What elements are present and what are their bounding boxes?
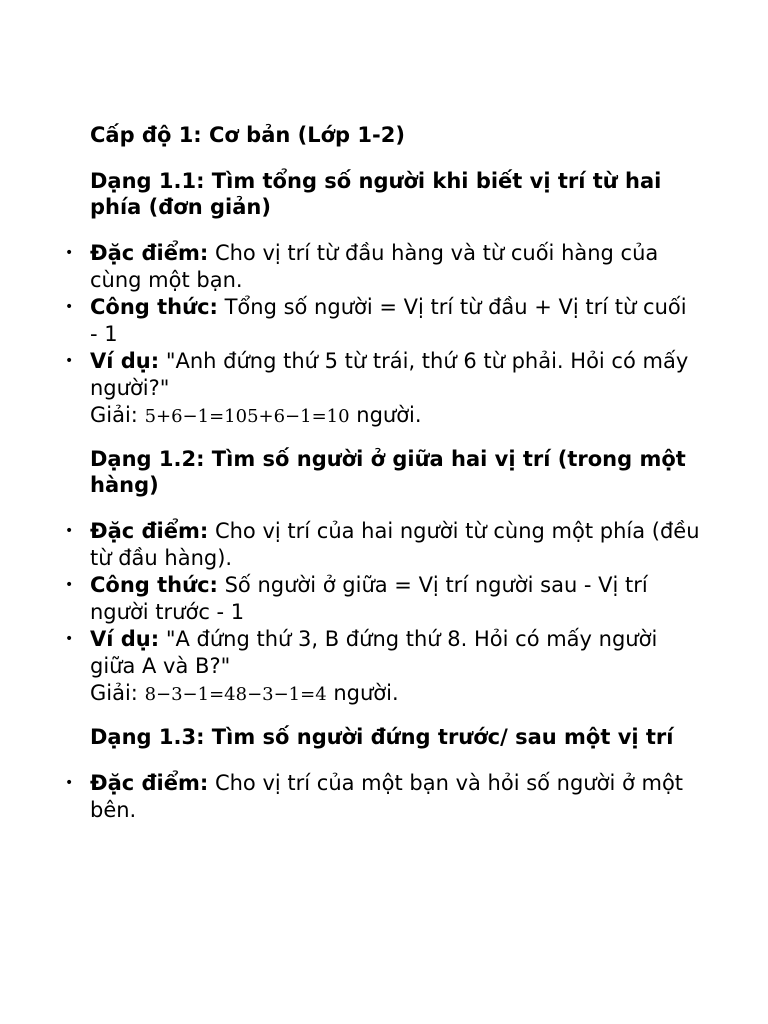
feature-label: Đặc điểm: bbox=[90, 519, 209, 543]
list-item-example bbox=[65, 348, 700, 430]
section-1-1-list bbox=[65, 240, 700, 430]
list-item-feature bbox=[65, 770, 700, 824]
formula-text: Số người ở giữa = Vị trí người sau - Vị trí người trước - 1 bbox=[90, 573, 648, 624]
list-item-feature bbox=[65, 240, 700, 294]
section-1-3-heading: Dạng 1.3: Tìm số người đứng trước/ sau một vị trí bbox=[90, 725, 674, 749]
feature-label: Đặc điểm: bbox=[90, 771, 209, 795]
solution-math: 8−3−1=48−3−1=4 bbox=[144, 684, 327, 705]
feature-text: Cho vị trí của một bạn và hỏi số người ở một bên. bbox=[90, 771, 684, 822]
feature-text: Cho vị trí của hai người từ cùng một phía (đều từ đầu hàng). bbox=[90, 519, 700, 570]
example-label: Ví dụ: bbox=[90, 627, 160, 651]
bullet-icon: • bbox=[65, 577, 74, 593]
section-1-1-heading: Dạng 1.1: Tìm tổng số người khi biết vị trí từ hai phía (đơn giản) bbox=[90, 169, 662, 219]
bullet-icon: • bbox=[65, 245, 74, 261]
solution-unit: người. bbox=[326, 681, 399, 705]
bullet-icon: • bbox=[65, 775, 74, 791]
solution-label: Giải: bbox=[90, 681, 145, 705]
bullet-icon: • bbox=[65, 299, 74, 315]
feature-label: Đặc điểm: bbox=[90, 241, 209, 265]
section-1-3-list bbox=[65, 770, 700, 824]
solution-unit: người. bbox=[349, 403, 422, 427]
list-item-example bbox=[65, 626, 700, 708]
formula-label: Công thức: bbox=[90, 295, 218, 319]
solution-math: 5+6−1=105+6−1=10 bbox=[144, 406, 350, 427]
bullet-icon: • bbox=[65, 631, 74, 647]
feature-text: Cho vị trí từ đầu hàng và từ cuối hàng của cùng một bạn. bbox=[90, 241, 659, 292]
bullet-icon: • bbox=[65, 353, 74, 369]
list-item-formula bbox=[65, 294, 700, 348]
section-1-2-heading: Dạng 1.2: Tìm số người ở giữa hai vị trí (trong một hàng) bbox=[90, 447, 686, 497]
formula-text: Tổng số người = Vị trí từ đầu + Vị trí từ cuối - 1 bbox=[90, 295, 687, 346]
bullet-icon: • bbox=[65, 523, 74, 539]
document-page bbox=[65, 122, 700, 840]
list-item-formula bbox=[65, 572, 700, 626]
example-text: "A đứng thứ 3, B đứng thứ 8. Hỏi có mấy người giữa A và B?" bbox=[90, 627, 658, 678]
formula-label: Công thức: bbox=[90, 573, 218, 597]
level-heading: Cấp độ 1: Cơ bản (Lớp 1-2) bbox=[90, 123, 405, 147]
example-label: Ví dụ: bbox=[90, 349, 160, 373]
solution-label: Giải: bbox=[90, 403, 145, 427]
example-text: "Anh đứng thứ 5 từ trái, thứ 6 từ phải. Hỏi có mấy người?" bbox=[90, 349, 689, 400]
section-1-2-list bbox=[65, 518, 700, 708]
list-item-feature bbox=[65, 518, 700, 572]
